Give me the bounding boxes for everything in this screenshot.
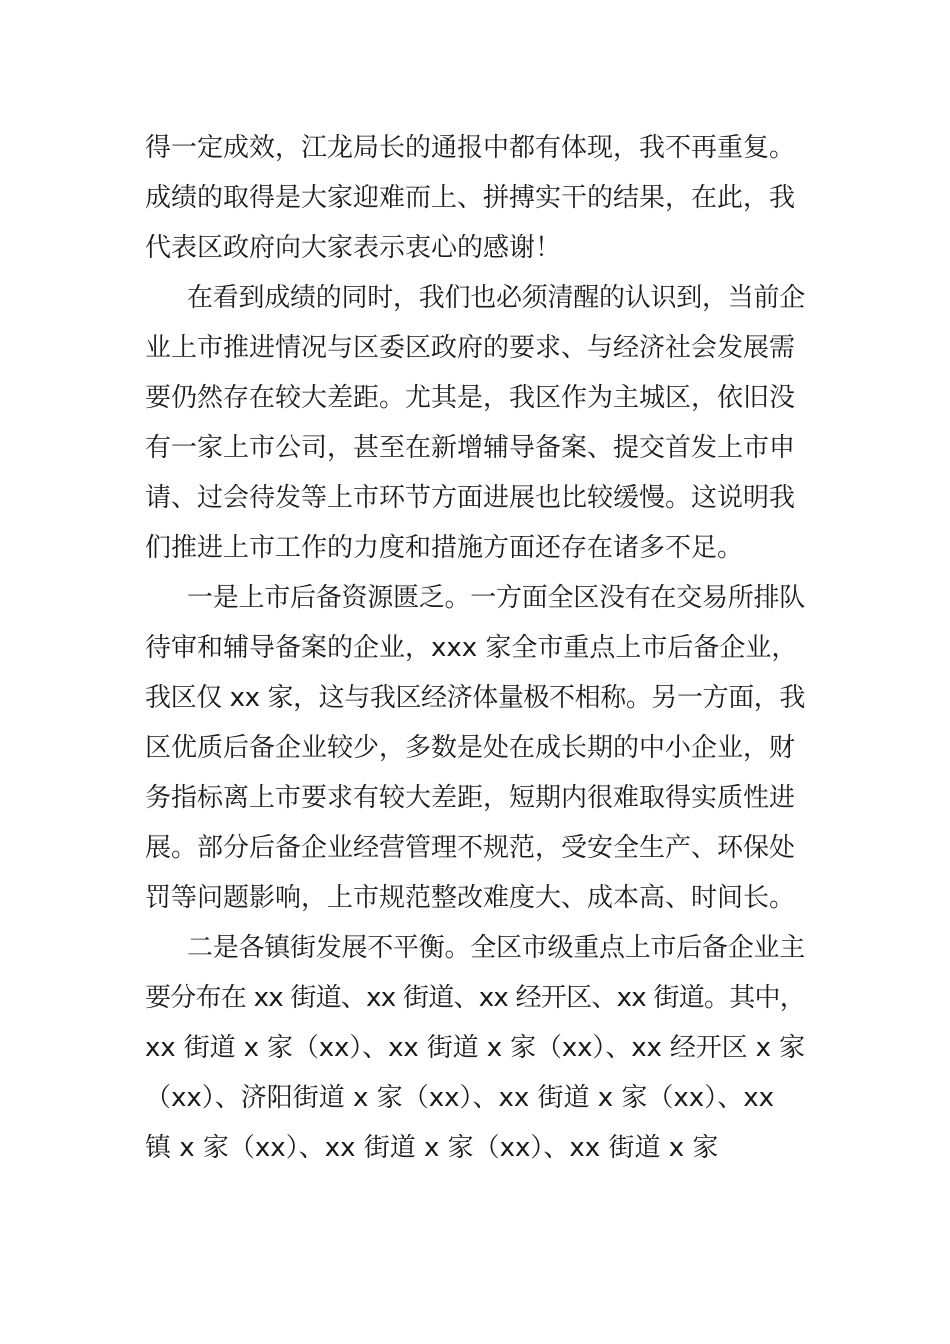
paragraph-first-line: 一是上市后备资源匮乏。一方面全区没有在交易所排队 — [187, 583, 805, 613]
text-line: 请、过会待发等上市环节方面进展也比较缓慢。这说明我 — [145, 483, 796, 513]
text-line: 区优质后备企业较少，多数是处在成长期的中小企业，财 — [145, 733, 796, 763]
body-text — [145, 123, 805, 1173]
text-line: 得一定成效，江龙局长的通报中都有体现，我不再重复。 — [145, 133, 796, 163]
text-line: 要仍然存在较大差距。尤其是，我区作为主城区，依旧没 — [145, 383, 796, 413]
text-line: 罚等问题影响，上市规范整改难度大、成本高、时间长。 — [145, 883, 796, 913]
text-line: 展。部分后备企业经营管理不规范，受安全生产、环保处 — [145, 833, 796, 863]
text-line: （xx）、济阳街道 x 家（xx）、xx 街道 x 家（xx）、xx — [145, 1083, 774, 1113]
text-line: 待审和辅导备案的企业，xxx 家全市重点上市后备企业， — [145, 633, 798, 663]
text-line: 我区仅 xx 家，这与我区经济体量极不相称。另一方面，我 — [145, 683, 805, 713]
paragraph-first-line: 在看到成绩的同时，我们也必须清醒的认识到，当前企 — [187, 283, 805, 313]
text-line: 业上市推进情况与区委区政府的要求、与经济社会发展需 — [145, 333, 796, 363]
text-line: xx 街道 x 家（xx）、xx 街道 x 家（xx）、xx 经开区 x 家 — [145, 1033, 805, 1063]
text-line: 有一家上市公司，甚至在新增辅导备案、提交首发上市申 — [145, 433, 796, 463]
text-line: 们推进上市工作的力度和措施方面还存在诸多不足。 — [145, 533, 744, 563]
text-line: 要分布在 xx 街道、xx 街道、xx 经开区、xx 街道。其中， — [145, 983, 805, 1013]
text-line: 代表区政府向大家表示衷心的感谢！ — [145, 233, 562, 263]
paragraph-first-line: 二是各镇街发展不平衡。全区市级重点上市后备企业主 — [187, 933, 805, 963]
text-line: 镇 x 家（xx）、xx 街道 x 家（xx）、xx 街道 x 家 — [145, 1133, 719, 1163]
text-line: 务指标离上市要求有较大差距，短期内很难取得实质性进 — [145, 783, 796, 813]
text-line: 成绩的取得是大家迎难而上、拼搏实干的结果，在此，我 — [145, 183, 796, 213]
